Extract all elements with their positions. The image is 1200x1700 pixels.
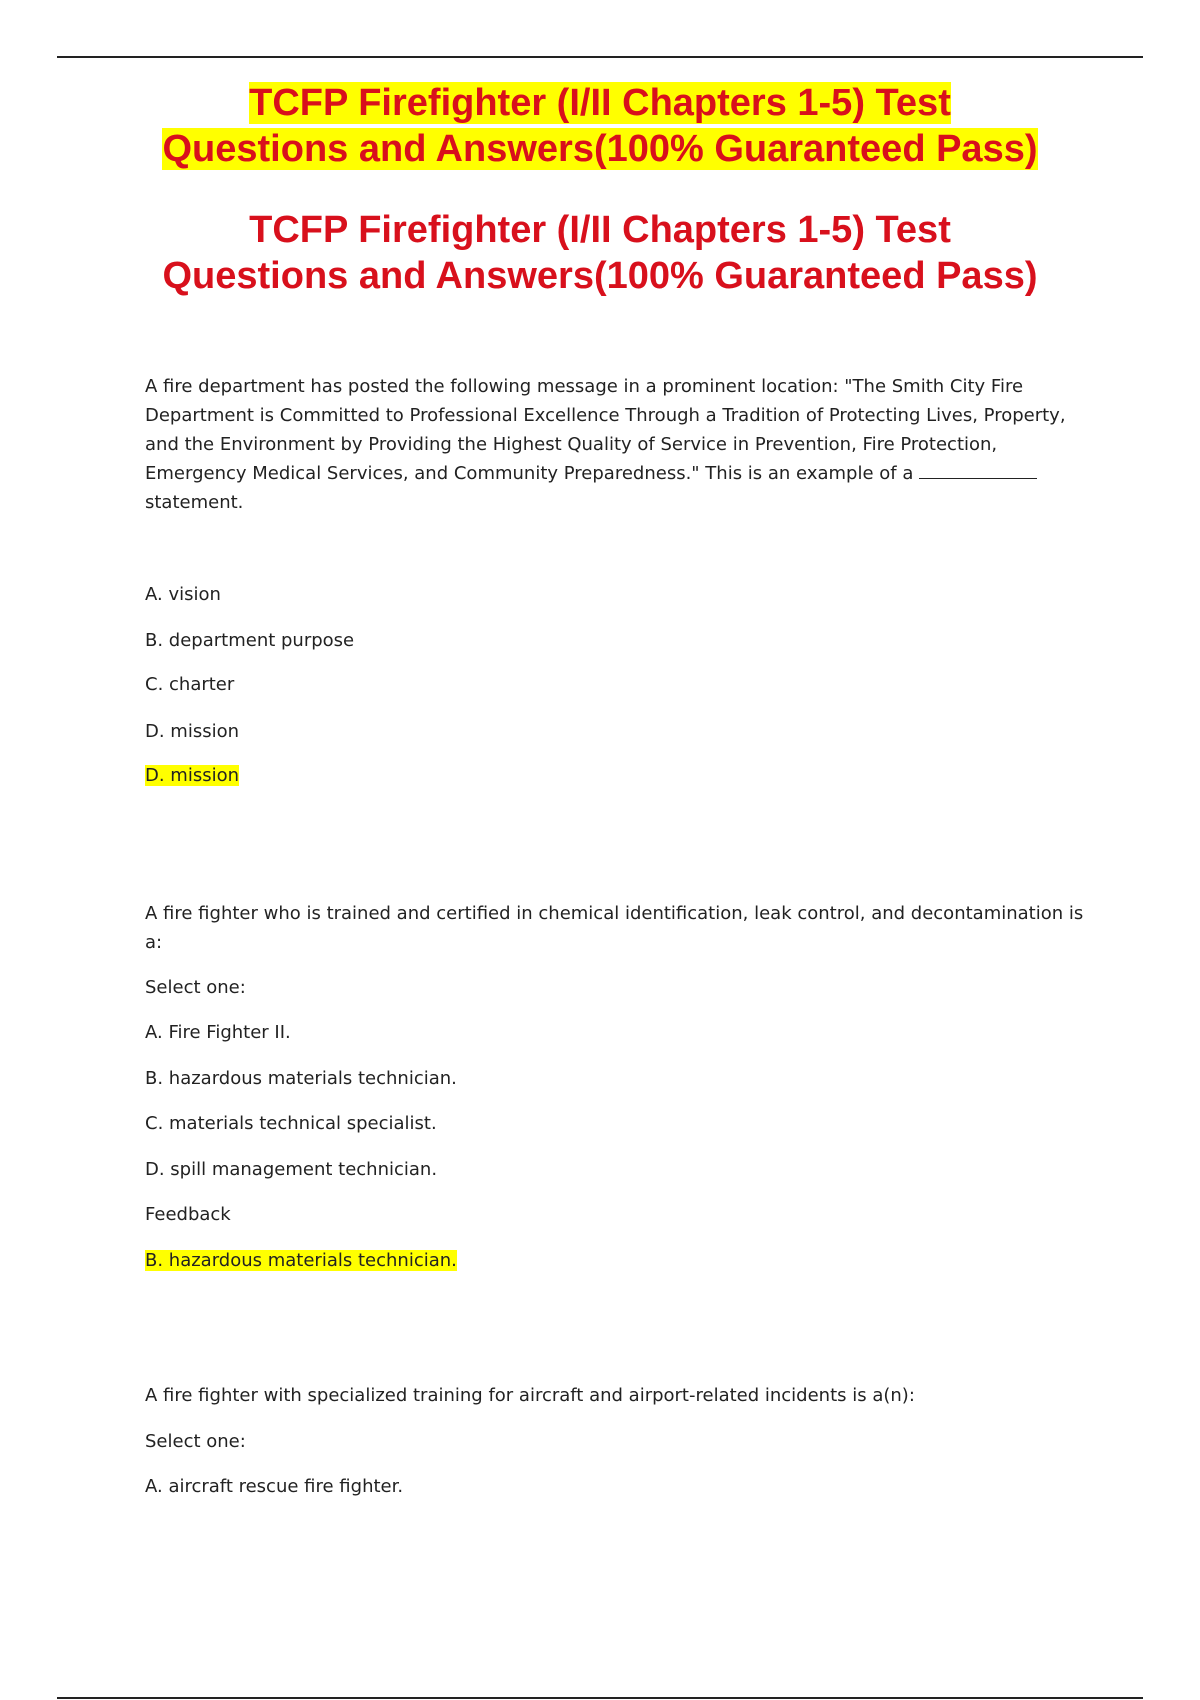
title-line-2: Questions and Answers(100% Guaranteed Pass) — [162, 128, 1038, 170]
document-title — [100, 80, 1100, 172]
question-2-text: A fire fighter who is trained and certified in chemical identification, leak control, and decontamination is a: — [145, 903, 1084, 953]
correct-answer — [145, 764, 239, 788]
option-c: C. materials technical specialist. — [145, 1113, 437, 1134]
document-subtitle — [100, 207, 1100, 299]
title-line-1: TCFP Firefighter (I/II Chapters 1-5) Test — [249, 82, 951, 124]
option-b: B. department purpose — [145, 630, 355, 651]
answer-blank — [919, 460, 1037, 479]
question-1-text-end: statement. — [145, 492, 244, 513]
bottom-rule — [57, 1697, 1143, 1699]
question-3-text: A fire fighter with specialized training for aircraft and airport-related incidents is a(n): — [145, 1385, 915, 1406]
correct-answer — [145, 1249, 457, 1273]
top-rule — [57, 56, 1143, 58]
answer-highlight: D. mission — [145, 765, 240, 786]
feedback-label: Feedback — [145, 1204, 231, 1225]
question-text — [145, 372, 1090, 517]
question-1 — [145, 372, 1090, 517]
option-a: A. aircraft rescue fire fighter. — [145, 1476, 404, 1497]
option-a: A. vision — [145, 584, 221, 605]
option-a: A. Fire Fighter II. — [145, 1022, 291, 1043]
option-d: D. mission — [145, 721, 240, 742]
select-one-label: Select one: — [145, 1431, 246, 1452]
subtitle-line-2: Questions and Answers(100% Guaranteed Pass) — [162, 255, 1038, 297]
question-2 — [145, 899, 1090, 957]
select-one-label: Select one: — [145, 977, 246, 998]
option-d: D. spill management technician. — [145, 1159, 438, 1180]
subtitle-line-1: TCFP Firefighter (I/II Chapters 1-5) Test — [249, 209, 951, 251]
answer-highlight: B. hazardous materials technician. — [145, 1250, 457, 1271]
option-b: B. hazardous materials technician. — [145, 1068, 457, 1089]
question-1-text: A fire department has posted the following message in a prominent location: "The Smith City Fire Department is Committed to Professional Excellence Through a Tradition of Protecting Lives, Property, and the Environment by Providing the Highest Quality of Service in Prevention, Fire Protection, Emergency Medical Services, and Community Preparedness." This is an example of a — [145, 376, 1066, 484]
option-c: C. charter — [145, 674, 235, 695]
